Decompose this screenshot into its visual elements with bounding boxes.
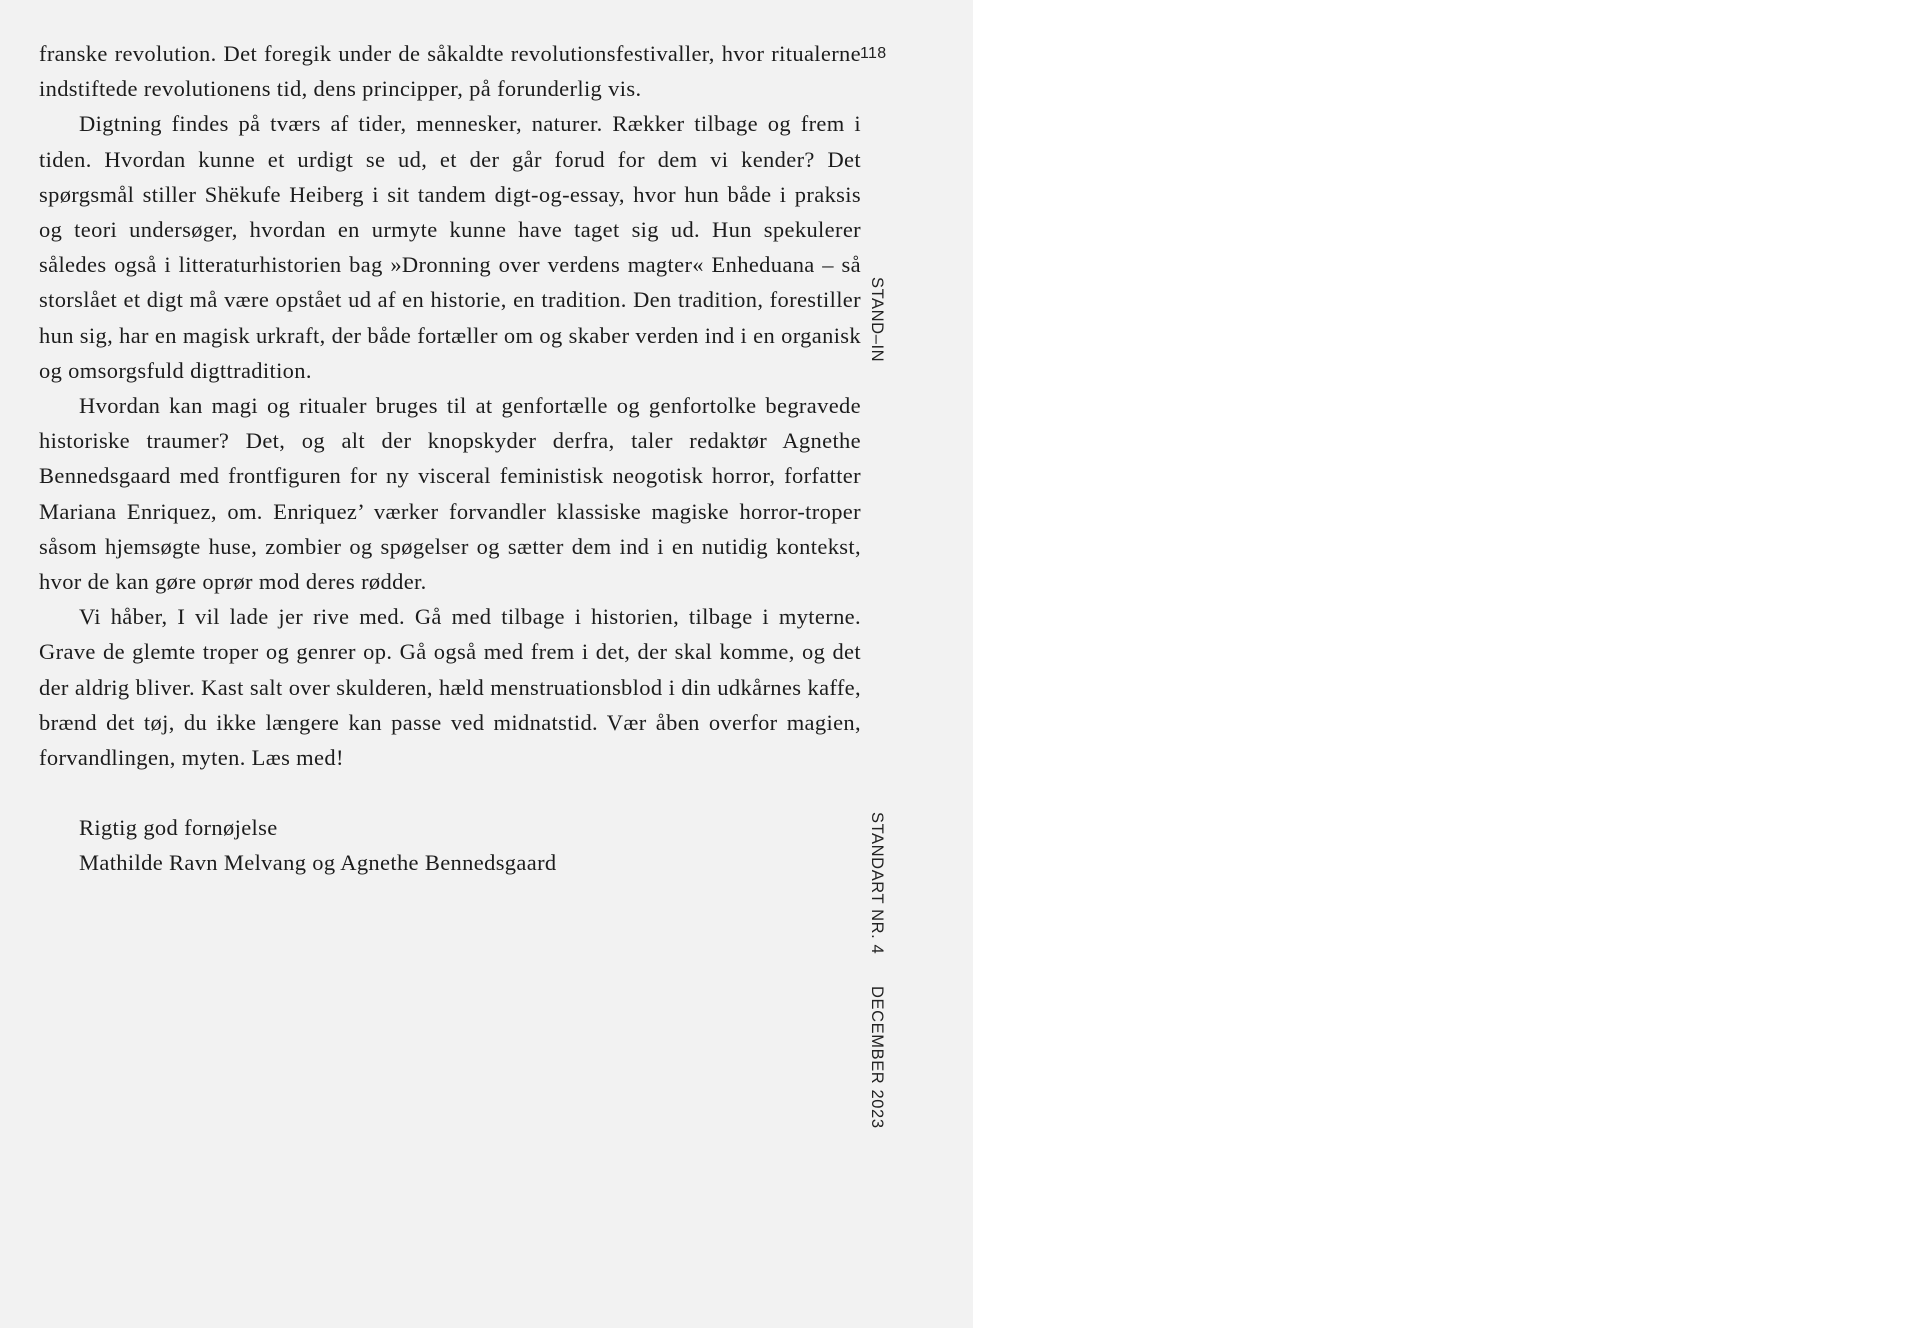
section-label: STAND–IN: [868, 277, 886, 363]
paragraph-1: franske revolution. Det foregik under de såkaldte revolutionsfestivaller, hvor ritualerne indstiftede revolutionens tid, dens principper, på forunderlig vis.: [39, 41, 861, 102]
date-label: DECEMBER 2023: [868, 986, 886, 1129]
issue-label: STANDART NR. 4: [868, 812, 886, 955]
paragraph-4: Vi håber, I vil lade jer rive med. Gå med tilbage i historien, tilbage i myterne. Grave de glemte troper og genrer op. Gå også med frem i det, der skal komme, og det der aldrig bliver. Kast salt over skulderen, hæld menstruationsblod i din udkårnes kaffe, brænd det tøj, du ikke længere kan passe ved midnatstid. Vær åben overfor magien, forvandlingen, myten. Læs med!: [39, 604, 861, 771]
signoff-greeting: Rigtig god fornøjelse: [79, 815, 278, 841]
signoff: [39, 810, 861, 880]
paragraph-2: Digtning findes på tværs af tider, mennesker, naturer. Rækker tilbage og frem i tiden. Hvordan kunne et urdigt se ud, et der går forud for dem vi kender? Det spørgsmål stiller Shëkufe Heiberg i sit tandem digt-og-essay, hvor hun både i praksis og teori undersøger, hvordan en urmyte kunne have taget sig ud. Hun spekulerer således også i litteraturhistorien bag »Dronning over verdens magter« Enheduana – så storslået et digt må være opstået ud af en historie, en tradition. Den tradition, forestiller hun sig, har en magisk urkraft, der både fortæller om og skaber verden ind i en organisk og omsorgsfuld digttradition.: [39, 111, 861, 383]
article-body: [39, 36, 861, 881]
page-number: 118: [860, 45, 887, 62]
signoff-authors: Mathilde Ravn Melvang og Agnethe Bennedsgaard: [79, 850, 557, 876]
paragraph-3: Hvordan kan magi og ritualer bruges til at genfortælle og genfortolke begravede historiske traumer? Det, og alt der knopskyder derfra, taler redaktør Agnethe Bennedsgaard med frontfiguren for ny visceral feministisk neogotisk horror, forfatter Mariana Enriquez, om. Enriquez’ værker forvandler klassiske magiske horror-troper såsom hjemsøgte huse, zombier og spøgelser og sætter dem ind i en nutidig kontekst, hvor de kan gøre oprør mod deres rødder.: [39, 393, 861, 595]
